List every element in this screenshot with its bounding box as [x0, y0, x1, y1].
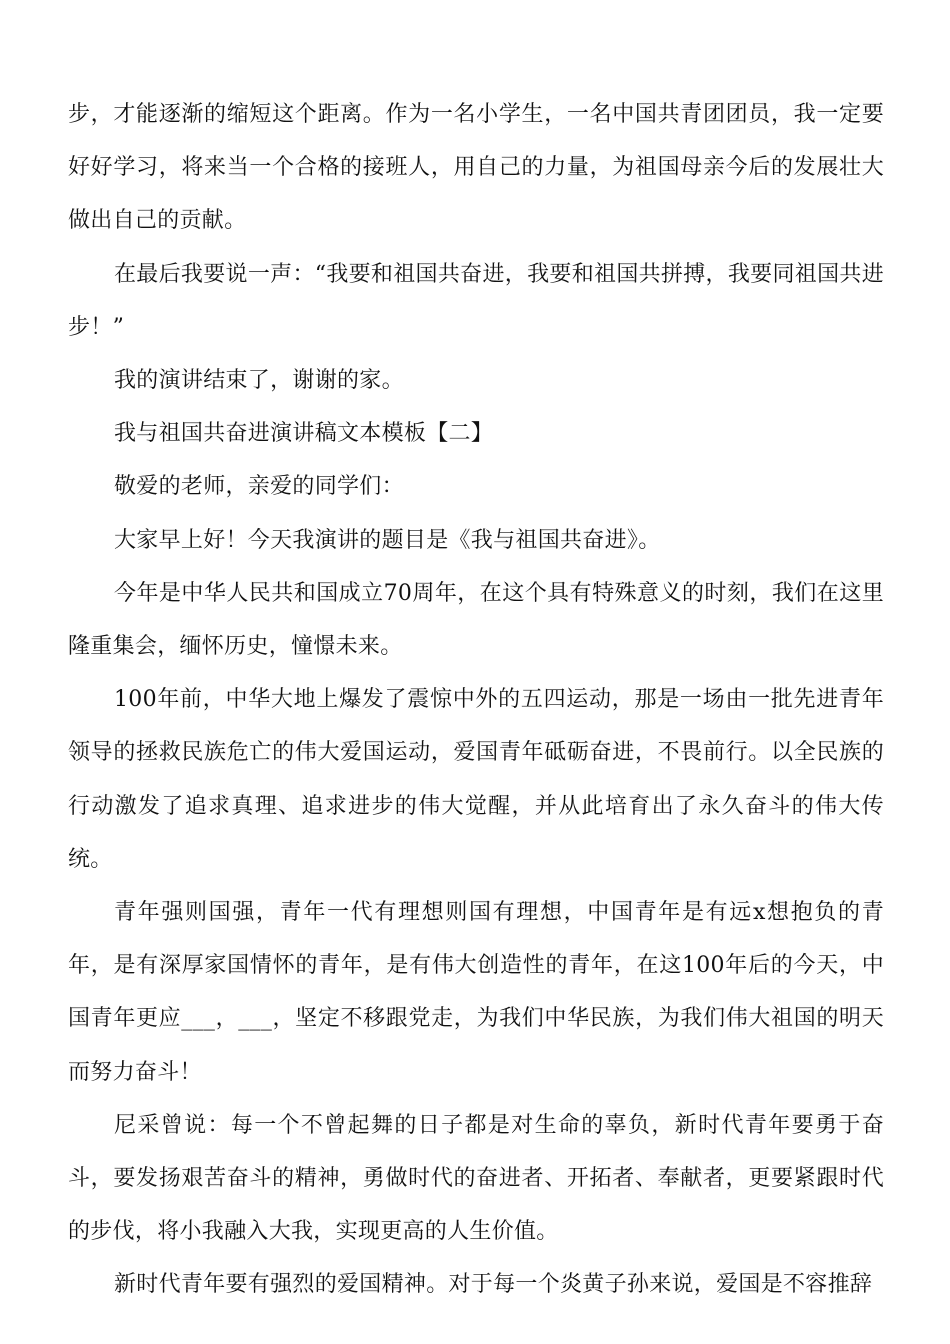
section-heading: 我与祖国共奋进演讲稿文本模板【二】	[114, 421, 494, 447]
greeting: 大家早上好！今天我演讲的题目是《我与祖国共奋进》。	[114, 527, 661, 553]
paragraph-1: 步，才能逐渐的缩短这个距离。作为一名小学生，一名中国共青团团员，我一定要好好学习，将来当一个合格的接班人，用自己的力量，为祖国母亲今后的发展壮大做出自己的贡献。	[68, 102, 884, 234]
paragraph-3: 我的演讲结束了，谢谢的家。	[114, 368, 404, 394]
paragraph-9: 青年强则国强，青年一代有理想则国有理想，中国青年是有远x想抱负的青年，是有深厚家国情怀的青年，是有伟大创造性的青年，在这100年后的今天，中国青年更应___，___，坚定不移跟党走，为我们中华民族，为我们伟大祖国的明天而努力奋斗！	[68, 900, 884, 1085]
paragraph-7: 今年是中华人民共和国成立70周年，在这个具有特殊意义的时刻，我们在这里隆重集会，缅怀历史，憧憬未来。	[68, 580, 884, 660]
paragraph-2: 在最后我要说一声：“我要和祖国共奋进，我要和祖国共拼搏，我要同祖国共进步！”	[68, 261, 884, 340]
paragraph-11: 新时代青年要有强烈的爱国精神。对于每一个炎黄子孙来说，爱国是不容推辞	[114, 1272, 873, 1298]
paragraph-8: 100年前，中华大地上爆发了震惊中外的五四运动，那是一场由一批先进青年领导的拯救民族危亡的伟大爱国运动，爱国青年砥砺奋进，不畏前行。以全民族的行动激发了追求真理、追求进步的伟大觉醒，并从此培育出了永久奋斗的伟大传统。	[68, 687, 884, 872]
salutation: 敬爱的老师，亲爱的同学们：	[114, 474, 404, 500]
document-body	[68, 88, 884, 1312]
paragraph-10: 尼采曾说：每一个不曾起舞的日子都是对生命的辜负，新时代青年要勇于奋斗，要发扬艰苦奋斗的精神，勇做时代的奋进者、开拓者、奉献者，更要紧跟时代的步伐，将小我融入大我，实现更高的人生价值。	[68, 1112, 884, 1245]
